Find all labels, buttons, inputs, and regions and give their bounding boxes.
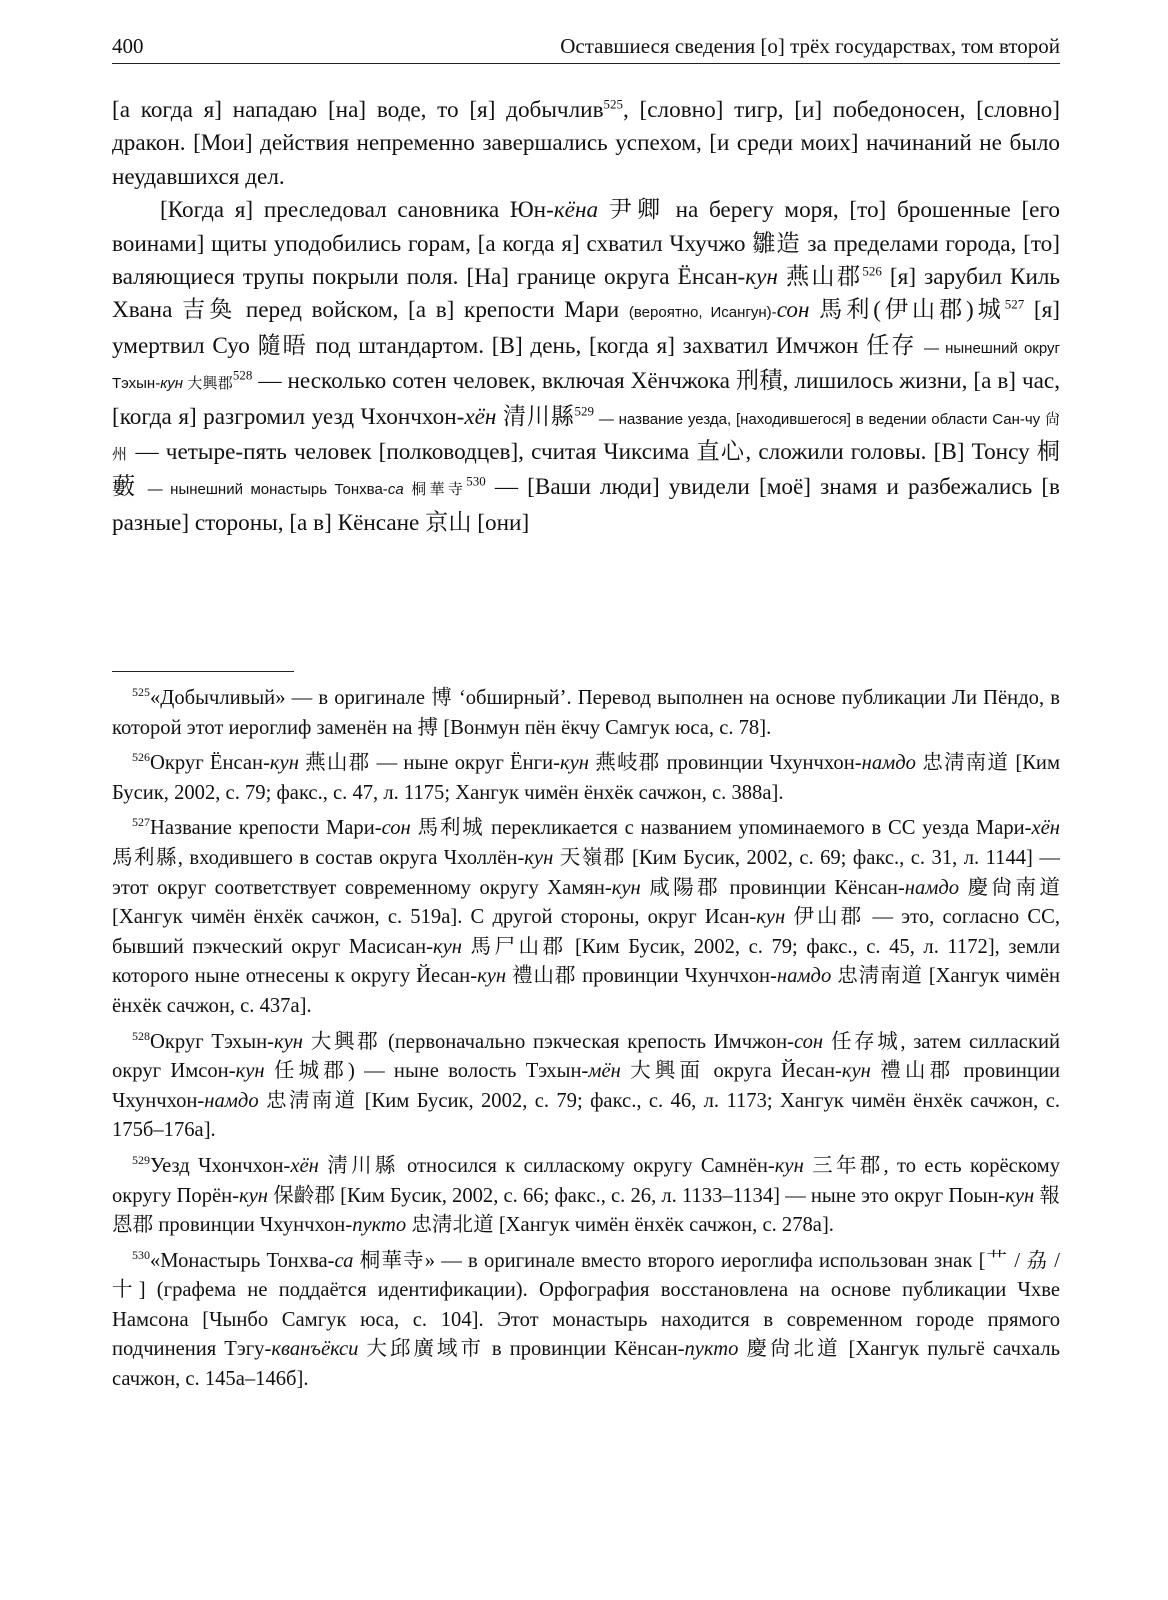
main-text: [112, 94, 1060, 540]
footnote-530: $^{530}$«Монастырь Тонхва-са 桐華寺» — в оригинале вместо второго иероглифа использован знак [艹 / 劦 / 十] (графема не поддаётся идентификации). Орфография восстановлена на основе публикации Чхве Намсона [Чынбо Самгук юса, с. 104]. Этот монастырь находится в современном городе прямого подчинения Тэгу-кванъёкси 大邱廣域市 в провинции Кёнсан-пукто 慶尙北道 [Хангук пульгё сачхаль сачжон, с. 145а–146б].: [112, 1247, 1060, 1391]
footnote-ref-525[interactable]: 525: [603, 96, 624, 112]
footnote-ref-530[interactable]: 530: [466, 473, 486, 489]
footnotes: [112, 684, 1060, 1401]
footnote-ref-526[interactable]: 526: [862, 263, 882, 279]
page-header: [112, 26, 1060, 64]
footnote-526: $^{526}$Округ Ёнсан-кун 燕山郡 — ныне округ Ёнги-кун 燕岐郡 провинции Чхунчхон-намдо 忠淸南道 [Ким Бусик, 2002, с. 79; факс., с. 47, л. 1175; Хангук чимён ёнхёк сачжон, с. 388а].: [112, 750, 1060, 804]
footnote-527: $^{527}$Название крепости Мари-сон 馬利城 перекликается с названием упоминаемого в СС уезда Мари-хён 馬利縣, входившего в состав округа Чхоллён-кун 天嶺郡 [Ким Бусик, 2002, с. 69; факс., с. 31, л. 1144] — этот округ соответствует современному округу Хамян-кун 咸陽郡 провинции Кёнсан-намдо 慶尙南道 [Хангук чимён ёнхёк сачжон, с. 519а]. С другой стороны, округ Исан-кун 伊山郡 — это, согласно СС, бывший пэкческий округ Масисан-кун 馬尸山郡 [Ким Бусик, 2002, с. 79; факс., с. 45, л. 1172], земли которого ныне отнесены к округу Йесан-кун 禮山郡 провинции Чхунчхон-намдо 忠淸南道 [Хангук чимён ёнхёк сачжон, с. 437а].: [112, 815, 1061, 1017]
footnote-ref-528[interactable]: 528: [232, 367, 253, 383]
footnote-529: $^{529}$Уезд Чхончхон-хён 淸川縣 относился к силласкому округу Самнён-кун 三年郡, то есть корёскому округу Порён-кун 保齡郡 [Ким Бусик, 2002, с. 66; факс., с. 26, л. 1133–1134] — ныне это округ Поын-кун 報恩郡 провинции Чхунчхон-пукто 忠淸北道 [Хангук чимён ёнхёк сачжон, с. 278а].: [112, 1153, 1060, 1237]
page-number: 400: [112, 34, 144, 58]
footnote-divider: [112, 671, 294, 672]
footnote-ref-529[interactable]: 529: [574, 402, 594, 418]
running-title: Оставшиеся сведения [о] трёх государствах, том второй: [560, 34, 1060, 58]
footnote-ref-527[interactable]: 527: [1004, 296, 1025, 312]
paragraph-2: [Когда я] преследовал сановника Юн-кёна 尹卿 на берегу моря, [то] брошенные [его воинами] щиты уподобились горам, [а когда я] схватил Чхучжо 雛造 за пределами города, [то] валяющиеся трупы покрыли поля. [На] границе округа Ёнсан-кун 燕山郡$^{526}$ [я] зарубил Киль Хвана 吉奐 перед войском, [а в] крепости Мари (вероятно, Исангун)-сон 馬利(伊山郡)城$^{527}$ [я] умертвил Суо 隨晤 под штандартом. [В] день, [когда я] захватил Имчжон 任存 — нынешний округ Тэхын-кун 大興郡$^{528}$ — несколько сотен человек, включая Хёнчжока 刑積, лишилось жизни, [а в] час, [когда я] разгромил уезд Чхончхон-хён 清川縣$^{529}$ — название уезда, [находившегося] в ведении области Сан-чу 尙州 — четыре-пять человек [полководцев], считая Чиксима 直心, сложили головы. [В] Тонсу 桐藪 — нынешний монастырь Тонхва-са 桐華寺$^{530}$ — [Ваши люди] увидели [моё] знамя и разбежались [в разные] стороны, [а в] Кёнсане 京山 [они]: [112, 197, 1061, 536]
paragraph-1: [а когда я] нападаю [на] воде, то [я] добычлив$^{525}$, [словно] тигр, [и] победоносен, [словно] дракон. [Мои] действия непременно завершались успехом, [и среди моих] начинаний не было неудавшихся дел.: [112, 96, 1060, 190]
footnote-525: $^{525}$«Добычливый» — в оригинале 博 ‘обширный’. Перевод выполнен на основе публикации Ли Пёндо, в которой этот иероглиф заменён на 搏 [Вонмун пён ёкчу Самгук юса, с. 78].: [112, 685, 1060, 739]
footnote-528: $^{528}$Округ Тэхын-кун 大興郡 (первоначально пэкческая крепость Имчжон-сон 任存城, затем силлаский округ Имсон-кун 任城郡) — ныне волость Тэхын-мён 大興面 округа Йесан-кун 禮山郡 провинции Чхунчхон-намдо 忠淸南道 [Ким Бусик, 2002, с. 79; факс., с. 46, л. 1173; Хангук чимён ёнхёк сачжон, с. 175б–176а].: [112, 1028, 1060, 1142]
